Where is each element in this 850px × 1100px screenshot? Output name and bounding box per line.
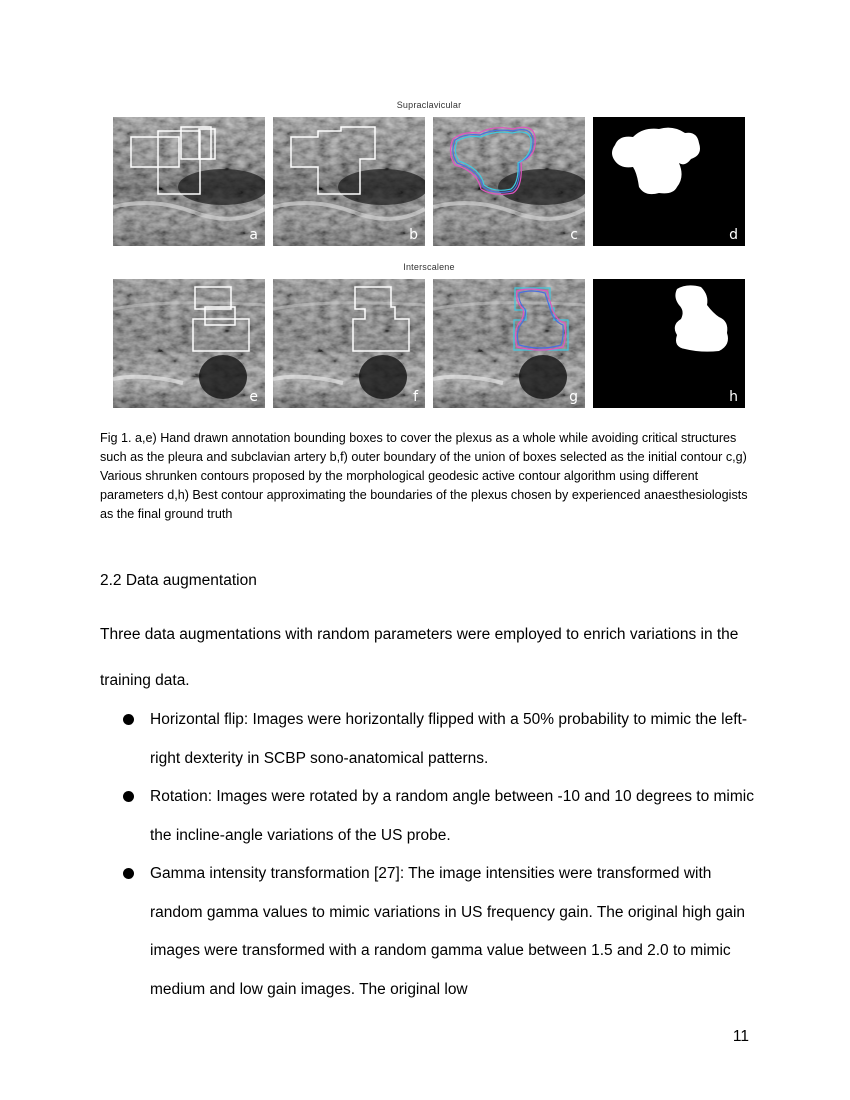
figure-panel-c	[433, 117, 585, 246]
mask-image	[593, 279, 745, 408]
panel-letter: e	[249, 389, 258, 405]
ultrasound-image	[433, 279, 585, 408]
list-item-text: Horizontal flip: Images were horizontally flipped with a 50% probability to mimic the left-right dexterity in SCBP sono-anatomical patterns.	[150, 711, 748, 767]
figure-panel-b	[273, 117, 425, 246]
figure-panel-g	[433, 279, 585, 408]
section-intro-paragraph: Three data augmentations with random parameters were employed to enrich variations in the training data.	[100, 626, 739, 689]
figure-panel-a	[113, 117, 265, 246]
list-item	[100, 778, 760, 855]
panel-letter: h	[729, 389, 738, 405]
panel-letter: g	[569, 389, 578, 405]
page-number: 11	[732, 1028, 749, 1045]
figure-caption: Fig 1. a,e) Hand drawn annotation bounding boxes to cover the plexus as a whole while avoiding critical structures such as the pleura and subclavian artery b,f) outer boundary of the union of boxes selected as the initial contour c,g) Various shrunken contours proposed by the morphological geodesic active contour algorithm using different parameters d,h) Best contour approximating the boundaries of the plexus chosen by experienced anaesthesiologists as the final ground truth	[100, 431, 748, 521]
section-heading: 2.2 Data augmentation	[100, 572, 257, 589]
list-item	[100, 855, 760, 1009]
augmentation-list	[100, 701, 760, 1009]
bullet-icon	[123, 868, 134, 879]
mask-image	[593, 117, 745, 246]
list-item	[100, 701, 760, 778]
panel-letter: d	[729, 227, 738, 243]
ultrasound-image	[273, 279, 425, 408]
ultrasound-image	[113, 279, 265, 408]
ultrasound-image	[433, 117, 585, 246]
figure-panel-e	[113, 279, 265, 408]
ultrasound-image	[113, 117, 265, 246]
figure-title-interscalene: Interscalene	[403, 262, 455, 272]
figure-panel-h	[593, 279, 745, 408]
figure-panel-f	[273, 279, 425, 408]
figure-title-supraclavicular: Supraclavicular	[396, 100, 462, 110]
panel-letter: c	[570, 227, 578, 243]
bullet-icon	[123, 791, 134, 802]
panel-letter: f	[413, 389, 418, 405]
panel-letter: a	[249, 227, 258, 243]
panel-letter: b	[409, 227, 418, 243]
list-item-text: Gamma intensity transformation [27]: The image intensities were transformed with random gamma values to mimic variations in US frequency gain. The original high gain images were transformed with a random gamma value between 1.5 and 2.0 to mimic medium and low gain images. The original low	[150, 865, 746, 998]
figure-panel-d	[593, 117, 745, 246]
ultrasound-image	[273, 117, 425, 246]
bullet-icon	[123, 714, 134, 725]
list-item-text: Rotation: Images were rotated by a random angle between -10 and 10 degrees to mimic the incline-angle variations of the US probe.	[150, 788, 754, 844]
